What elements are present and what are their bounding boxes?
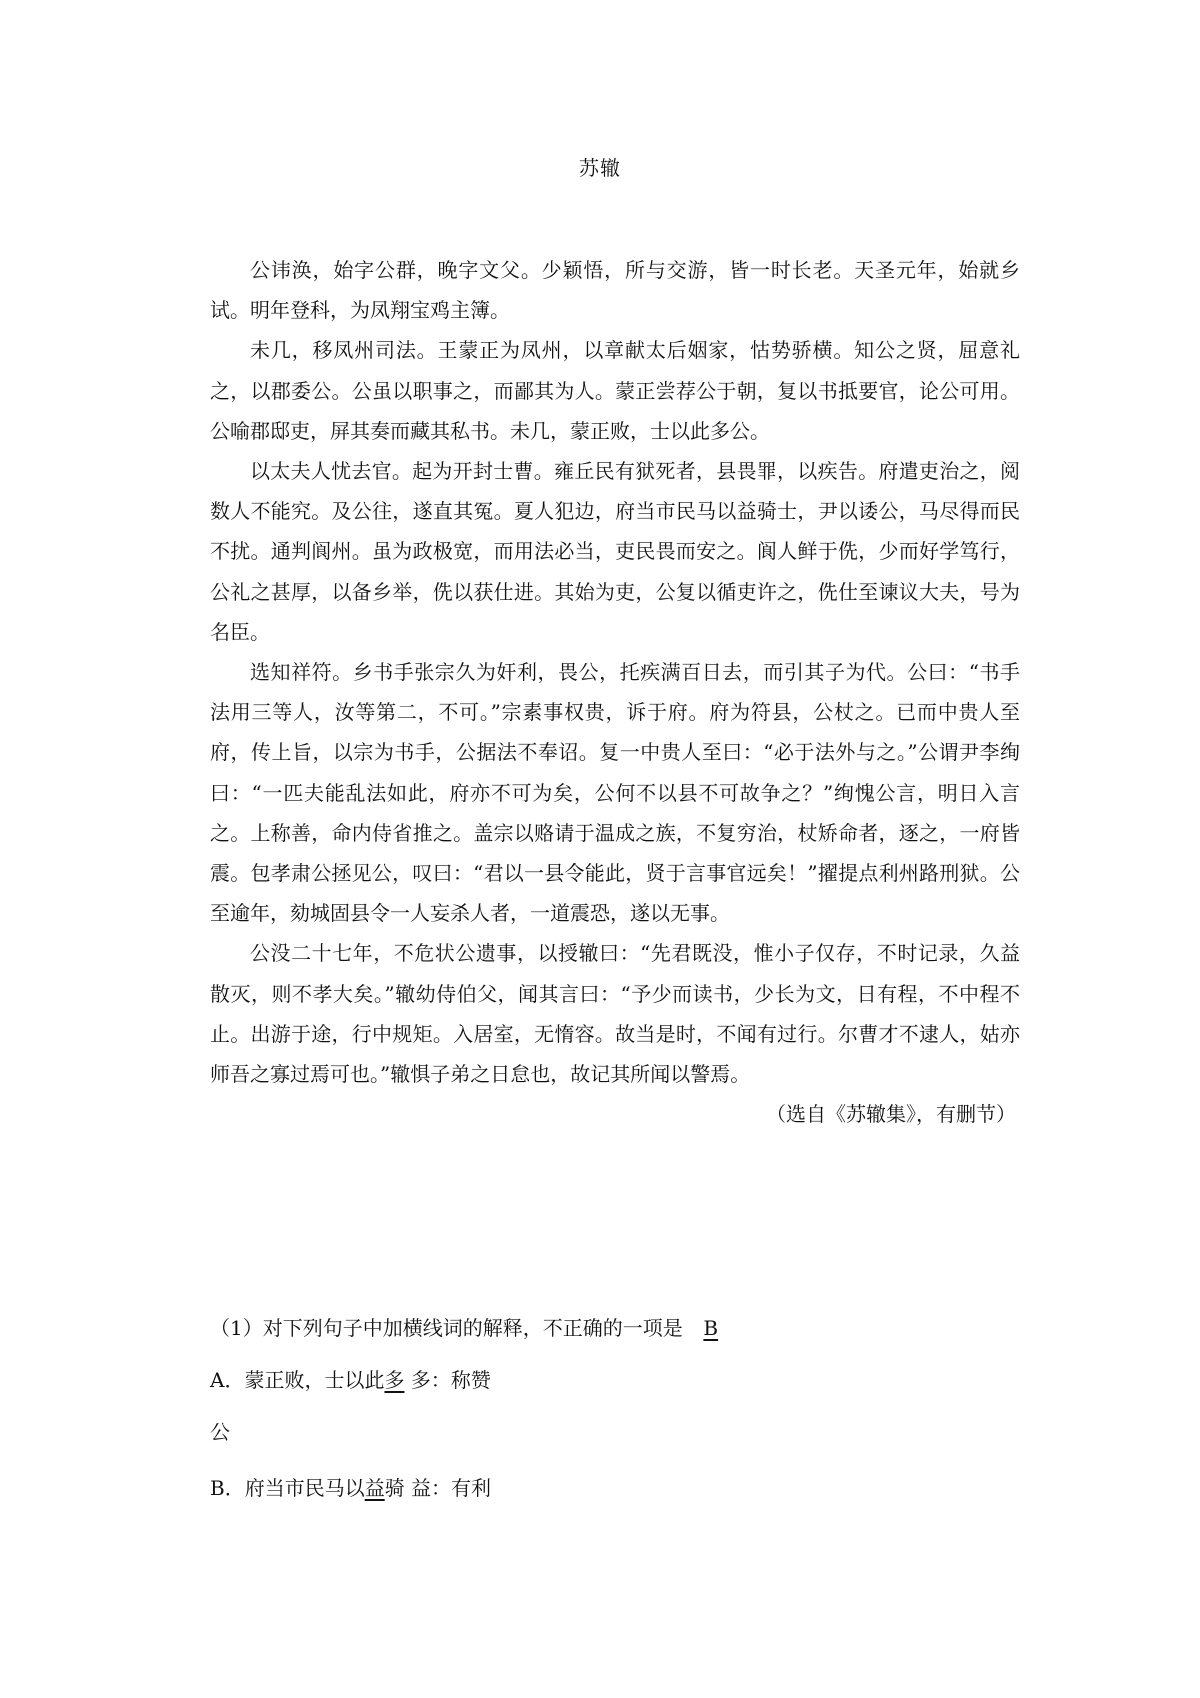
question-prompt-line — [210, 1312, 739, 1341]
paragraph-2: 未几，移凤州司法。王蒙正为凤州，以章献太后姻家，怙势骄横。知公之贤，屈意礼之，以郡委公。公虽以职事之，而鄙其为人。蒙正尝荐公于朝，复以书抵要官，论公可用。公喻郡邸吏，屏其奏而藏其私书。未几，蒙正败，士以此多公。 — [210, 338, 1020, 443]
option-b — [210, 1472, 491, 1501]
paragraph-1: 公讳涣，始字公群，晚字文父。少颖悟，所与交游，皆一时长老。天圣元年，始就乡试。明年登科，为凤翔宝鸡主簿。 — [210, 258, 1020, 323]
option-a-gloss: 多：称赞 — [404, 1368, 491, 1392]
option-a-wrap: 公 — [210, 1420, 230, 1444]
option-a-underlined-word: 多 — [384, 1368, 405, 1392]
paragraph-3: 以太夫人忧去官。起为开封士曹。雍丘民有狱死者，县畏罪，以疾告。府遣吏治之，阅数人不能究。及公往，遂直其冤。夏人犯边，府当市民马以益骑士，尹以诿公，马尽得而民不扰。通判阆州。虽为政极宽，而用法必当，吏民畏而安之。阆人鲜于侁，少而好学笃行，公礼之甚厚，以备乡举，侁以获仕进。其始为吏，公复以循吏许之，侁仕至谏议大夫，号为名臣。 — [210, 459, 1020, 644]
paragraph-5: 公没二十七年，不危状公遗事，以授辙曰：“先君既没，惟小子仅存，不时记录，久益散灭，则不孝大矣。”辙幼侍伯父，闻其言曰：“予少而读书，少长为文，日有程，不中程不止。出游于途，行中规矩。入居室，无惰容。故当是时，不闻有过行。尔曹才不逮人，姑亦师吾之寡过焉可也。”辙惧子弟之日怠也，故记其所闻以警焉。 — [210, 941, 1020, 1087]
page-title: 苏辙 — [579, 156, 621, 180]
paragraph-4: 选知祥符。乡书手张宗久为奸利，畏公，托疾满百日去，而引其子为代。公曰：“书手法用三等人，汝等第二，不可。”宗素事权贵，诉于府。府为符县，公杖之。已而中贵人至府，传上旨，以宗为书手，公据法不奉诏。复一中贵人至曰：“必于法外与之。”公谓尹李绚曰：“一匹夫能乱法如此，府亦不可为矣，公何不以县不可故争之？”绚愧公言，明日入言之。上称善，命内侍省推之。盖宗以赂请于温成之族，不复穷治，杖矫命者，逐之，一府皆震。包孝肃公拯见公，叹曰：“君以一县令能此，贤于言事官远矣！”擢提点利州路刑狱。公至逾年，劾城固县令一人妄杀人者，一道震恐，遂以无事。 — [210, 660, 1020, 926]
option-a-prefix: A．蒙正败，士以此 — [210, 1368, 385, 1392]
question-prompt: （1）对下列句子中加横线词的解释，不正确的一项是 — [210, 1316, 683, 1340]
passage-body — [210, 250, 1020, 1134]
option-b-underlined-word: 益 — [364, 1476, 385, 1500]
option-b-suffix: 骑 益：有利 — [384, 1476, 492, 1500]
option-a — [210, 1364, 491, 1393]
answer-blank: B — [703, 1316, 719, 1340]
option-b-prefix: B．府当市民马以 — [210, 1476, 365, 1500]
source-citation: （选自《苏辙集》，有删节） — [766, 1102, 1016, 1127]
